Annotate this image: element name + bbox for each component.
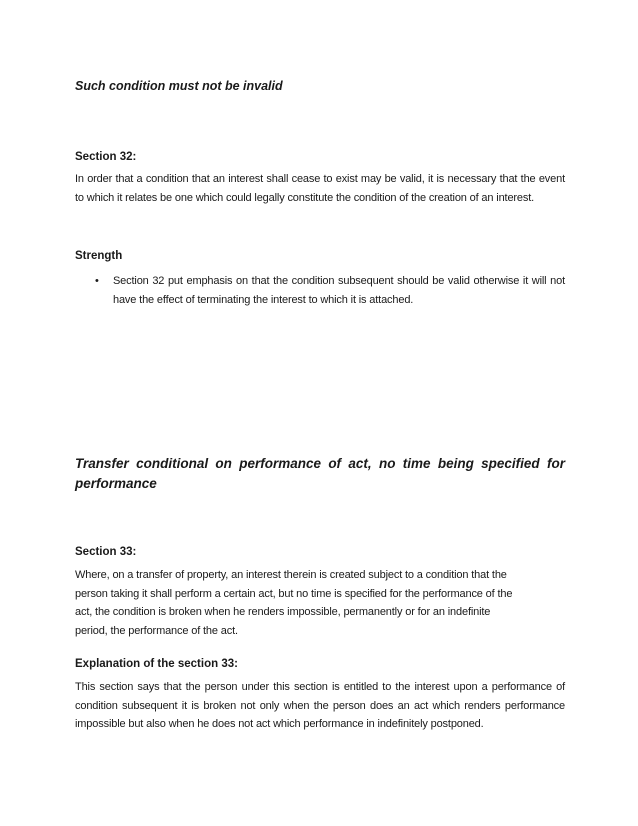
heading-transfer-conditional: Transfer conditional on performance of act, no time being specified for performance: [75, 456, 565, 491]
strength-bullet-item: [95, 272, 565, 309]
strength-label: Strength: [75, 250, 123, 262]
explanation-33-label: Explanation of the section 33:: [75, 658, 238, 670]
section-33-line: act, the condition is broken when he renders impossible, permanently or for an indefinite: [75, 606, 491, 618]
section-32-label: Section 32:: [75, 151, 137, 163]
section-32-text: In order that a condition that an interest shall cease to exist may be valid, it is necessary that the event to which it relates be one which could legally constitute the condition of the creation of an interest.: [75, 173, 565, 204]
section-33-line: period, the performance of the act.: [75, 624, 238, 637]
strength-bullet-text: Section 32 put emphasis on that the condition subsequent should be valid otherwise it will not have the effect of terminating the interest to which it is attached.: [113, 275, 565, 306]
section-33-line: person taking it shall perform a certain act, but no time is specified for the performance of the: [75, 587, 513, 600]
heading-condition-invalid: Such condition must not be invalid: [75, 79, 283, 93]
explanation-33-text: This section says that the person under this section is entitled to the interest upon a performance of condition subsequent it is broken not only when the person does an act which renders performance impossible but also when he does not act which performance in indefinitely postponed.: [75, 681, 565, 730]
section-33-line: Where, on a transfer of property, an interest therein is created subject to a condition that the: [75, 569, 507, 581]
bullet-icon: •: [95, 275, 99, 287]
section-33-label: Section 33:: [75, 546, 137, 558]
section-33-text: [75, 566, 565, 640]
